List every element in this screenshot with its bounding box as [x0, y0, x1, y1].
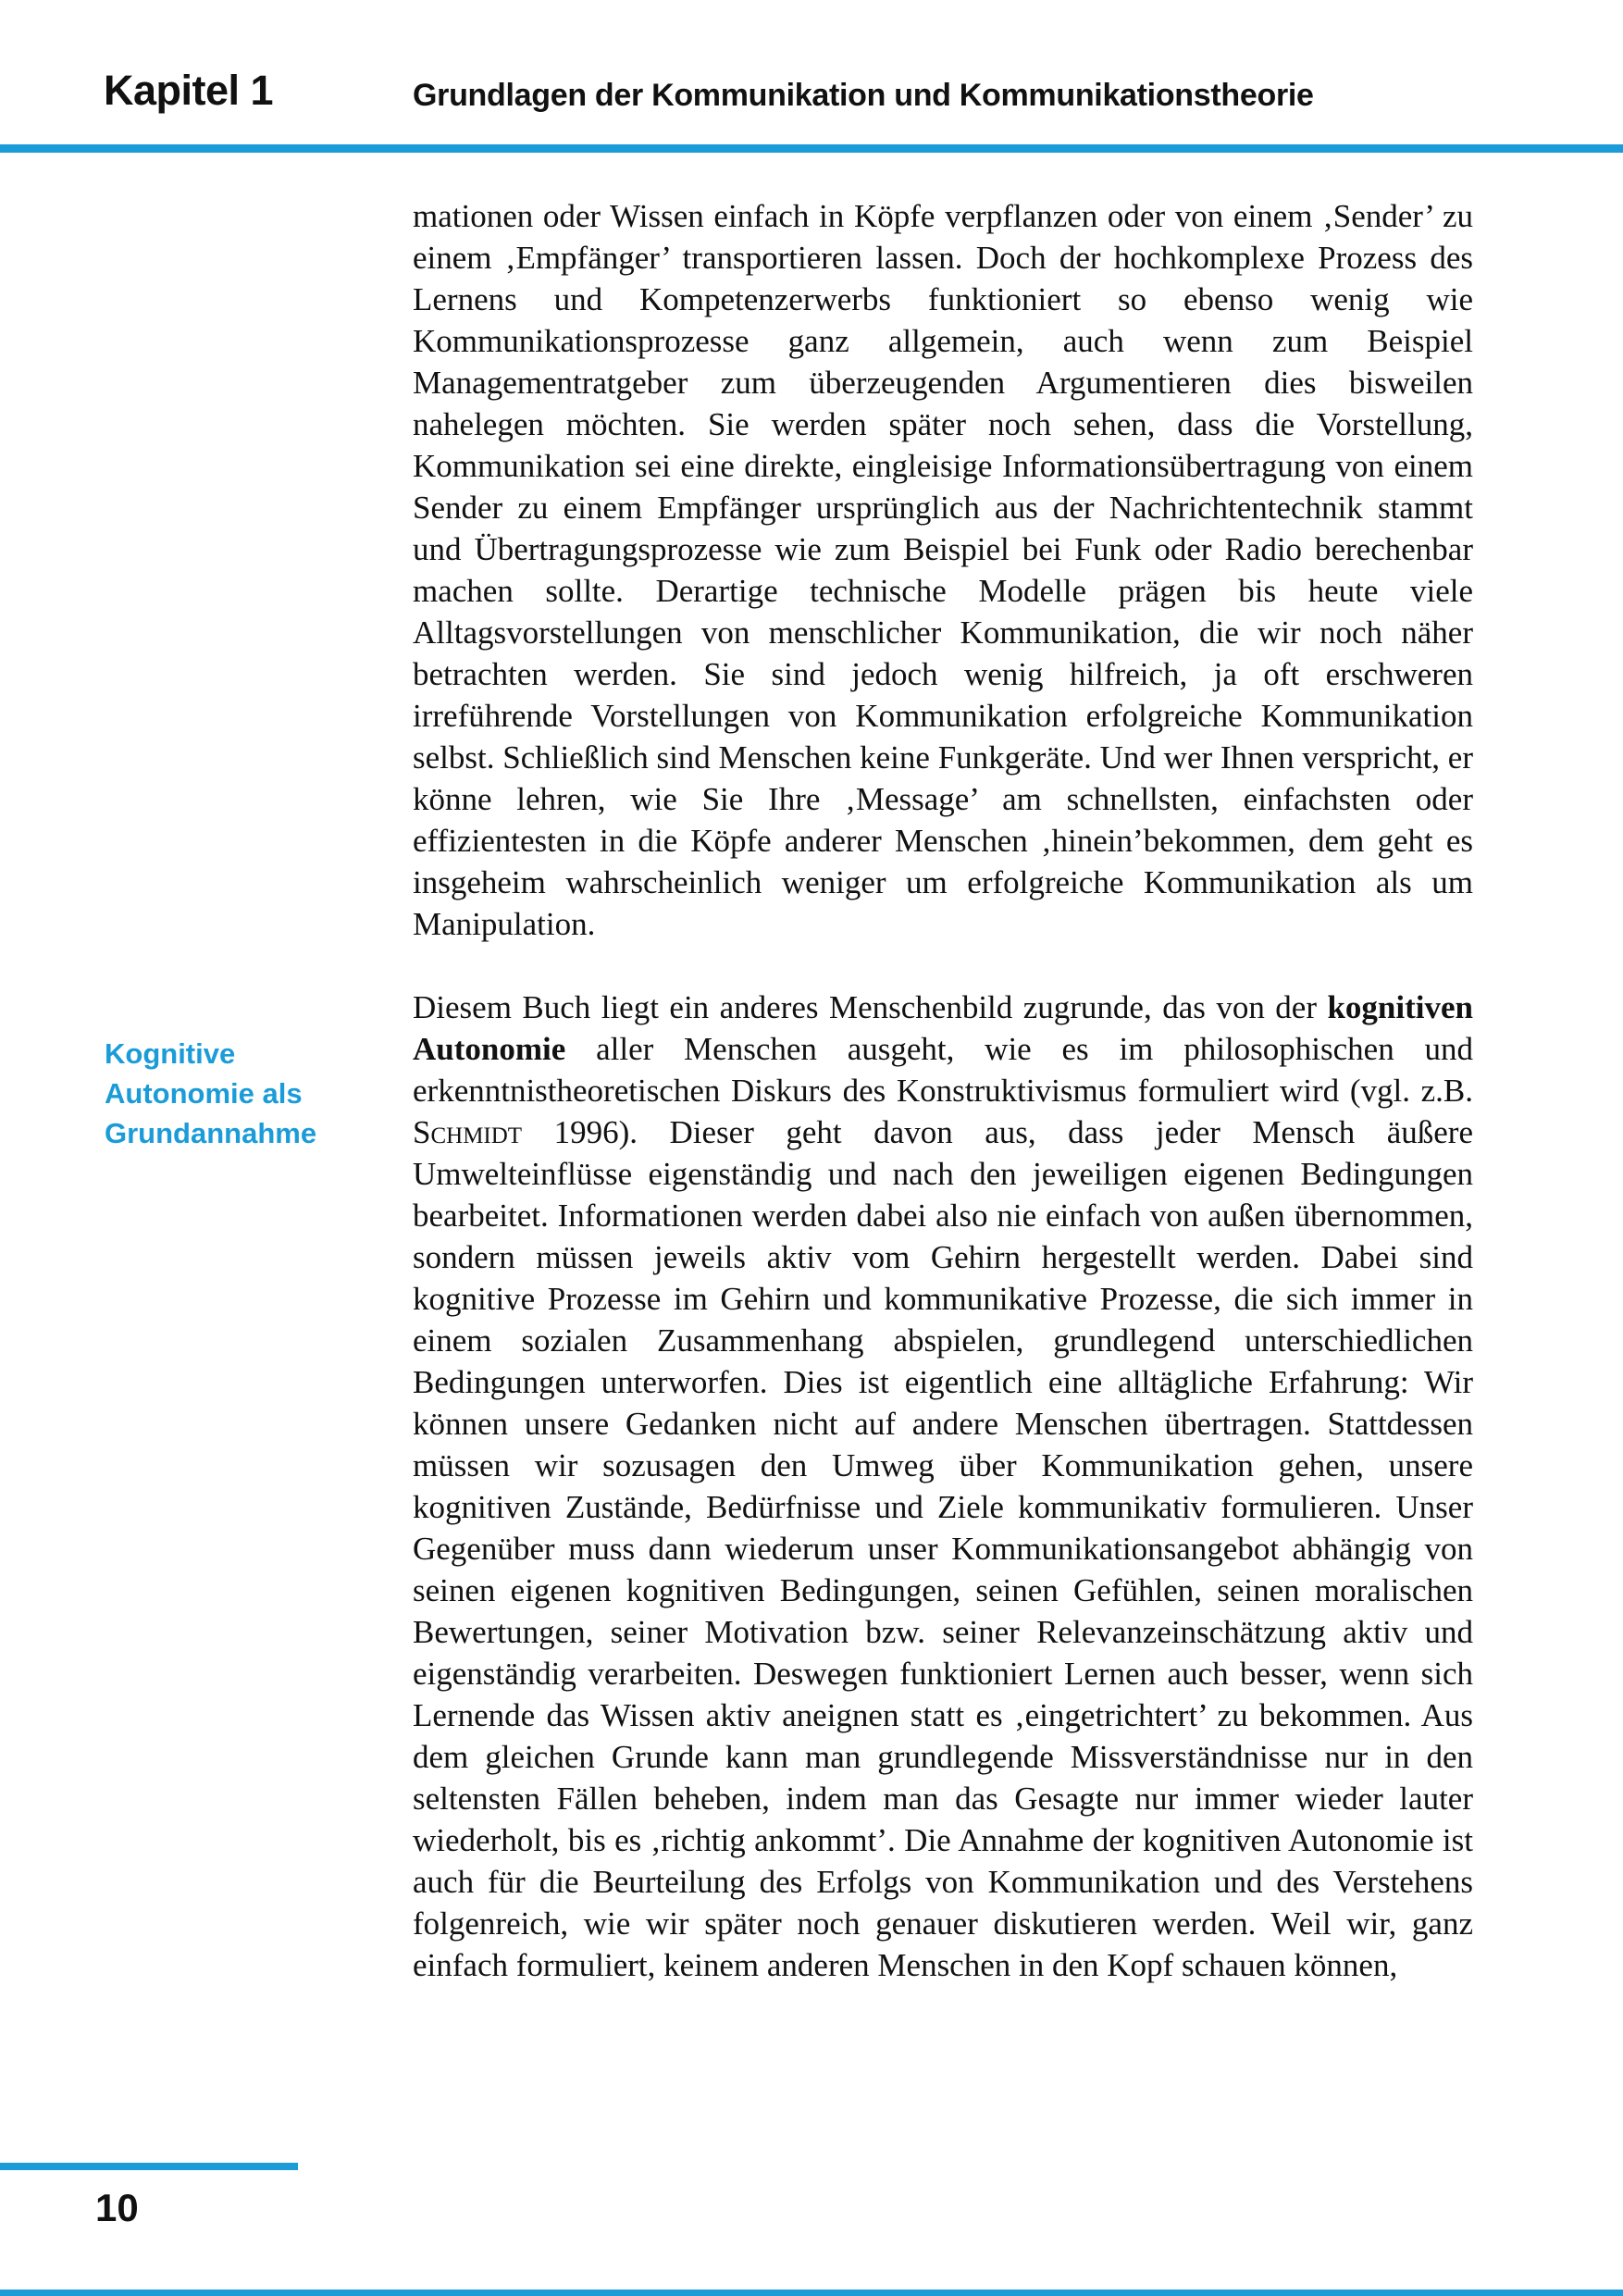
page-number: 10: [95, 2186, 139, 2229]
text-segment-smallcaps: Schmidt: [413, 1114, 523, 1150]
bottom-edge-divider: [0, 2290, 1623, 2296]
header-divider: [0, 144, 1623, 153]
chapter-label: Kapitel 1: [104, 67, 274, 114]
footer-divider: [0, 2163, 298, 2170]
body-text-column: [413, 195, 1473, 1986]
text-segment-normal: Diesem Buch liegt ein anderes Menschenbild zugrunde, das von der: [413, 989, 1328, 1025]
text-segment-normal: aller Menschen ausgeht, wie es im philosophischen und erkenntnistheoretischen Diskurs des Konstruktivismus formuliert wird (vgl. z.B.: [413, 1031, 1473, 1109]
margin-note: Kognitive Autonomie als Grundannahme: [105, 1037, 317, 1149]
text-segment-normal: 1996). Dieser geht davon aus, dass jeder Mensch äußere Umwelteinflüsse eigenständig und nach den jeweiligen eigenen Bedingungen bearbeitet. Informationen werden dabei also nie einfach von außen übernommen, sondern müssen jeweils aktiv vom Gehirn hergestellt werden. Dabei sind kognitive Prozesse im Gehirn und kommunikative Prozesse, die sich immer in einem sozialen Zusammenhang abspielen, grundlegend unterschiedlichen Bedingungen unterworfen. Dies ist eigentlich eine alltägliche Erfahrung: Wir können unsere Gedanken nicht auf andere Menschen übertragen. Stattdessen müssen wir sozusagen den Umweg über Kommunikation gehen, unsere kognitiven Zustände, Bedürfnisse und Ziele kommunikativ formulieren. Unser Gegenüber muss dann wiederum unser Kommunikationsangebot abhängig von seinen eigenen kognitiven Bedingungen, seinen Gefühlen, seinen moralischen Bewertungen, seiner Motivation bzw. seiner Relevanzeinschätzung aktiv und eigenständig verarbeiten. Deswegen funktioniert Lernen auch besser, wenn sich Lernende das Wissen aktiv aneignen statt es ‚eingetrichtert’ zu bekommen. Aus dem gleichen Grunde kann man grundlegende Missverständnisse nur in den seltensten Fällen beheben, indem man das Gesagte nur immer wieder lauter wiederholt, bis es ‚richtig ankommt’. Die Annahme der kognitiven Autonomie ist auch für die Beurteilung des Erfolgs von Kommunikation und des Verstehens folgenreich, wie wir später noch genauer diskutieren werden. Weil wir, ganz einfach formuliert, keinem anderen Menschen in den Kopf schauen können,: [413, 1114, 1473, 1983]
text-segment-bold: kognitiven Autonomie: [413, 989, 1473, 1067]
paragraph: mationen oder Wissen einfach in Köpfe verpflanzen oder von einem ‚Sender’ zu einem ‚Empfänger’ transportieren lassen. Doch der hochkomplexe Prozess des Lernens und Kompetenzerwerbs funktioniert so ebenso wenig wie Kommunikationsprozesse ganz allgemein, auch wenn zum Beispiel Managementratgeber zum überzeugenden Argumentieren dies bisweilen nahelegen möchten. Sie werden später noch sehen, dass die Vorstellung, Kommunikation sei eine direkte, eingleisige Informationsübertragung von einem Sender zu einem Empfänger ursprünglich aus der Nachrichtentechnik stammt und Übertragungsprozesse wie zum Beispiel bei Funk oder Radio berechenbar machen sollte. Derartige technische Modelle prägen bis heute viele Alltagsvorstellungen von menschlicher Kommunikation, die wir noch näher betrachten werden. Sie sind jedoch wenig hilfreich, ja oft erschweren irreführende Vorstellungen von Kommunikation erfolgreiche Kommunikation selbst. Schließlich sind Menschen keine Funkgeräte. Und wer Ihnen verspricht, er könne lehren, wie Sie Ihre ‚Message’ am schnellsten, einfachsten oder effizientesten in die Köpfe anderer Menschen ‚hinein’bekommen, dem geht es insgeheim wahrscheinlich weniger um erfolgreiche Kommunikation als um Manipulation.: [413, 198, 1473, 942]
paragraph: [413, 987, 1473, 1986]
chapter-title: Grundlagen der Kommunikation und Kommunikationstheorie: [413, 78, 1314, 113]
